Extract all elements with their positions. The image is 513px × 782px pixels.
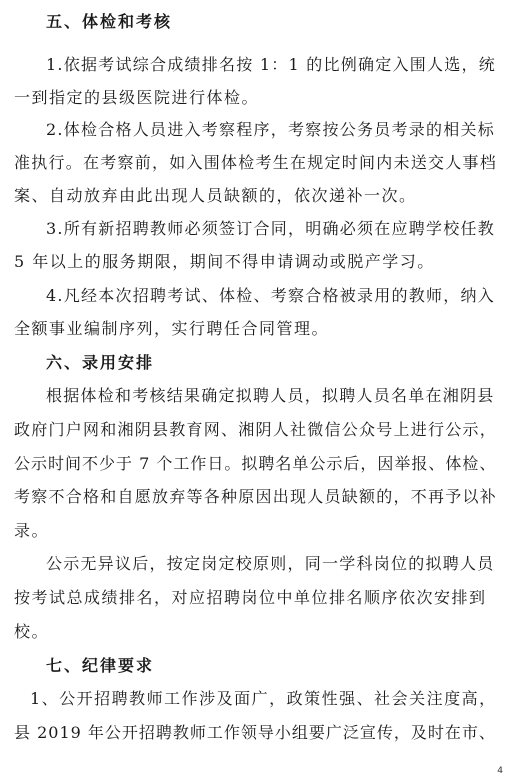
paragraph-line: 一到指定的县级医院进行体检。 — [14, 88, 260, 107]
paragraph-line: 准执行。在考察前，如入围体检考生在规定时间内未送交人事档 — [14, 153, 498, 172]
paragraph-line: 录。 — [14, 521, 50, 540]
page-number: 4 — [497, 766, 503, 776]
paragraph-line: 5 年以上的服务期限，期间不得申请调动或脱产学习。 — [14, 252, 435, 271]
paragraph-line: 1.依据考试综合成绩排名按 1：1 的比例确定入围人选，统 — [46, 55, 497, 74]
paragraph-line: 考察不合格和自愿放弃等各种原因出现人员缺额的，不再予以补 — [14, 487, 498, 506]
paragraph-line: 2.体检合格人员进入考察程序，考察按公务员考录的相关标 — [46, 120, 496, 139]
paragraph-line: 县 2019 年公开招聘教师工作领导小组要广泛宣传，及时在市、 — [14, 723, 496, 742]
paragraph-line: 3.所有新招聘教师必须签订合同，明确必须在应聘学校任教 — [46, 219, 496, 238]
paragraph-line: 校。 — [14, 622, 50, 641]
paragraph-line: 根据体检和考核结果确定拟聘人员，拟聘人员名单在湘阴县 — [46, 386, 495, 405]
section-heading-physical-exam: 五、体检和考核 — [46, 12, 173, 31]
paragraph-line: 案、自动放弃由此出现人员缺额的，依次递补一次。 — [14, 186, 417, 205]
section-heading-employment: 六、录用安排 — [46, 353, 155, 372]
section-heading-discipline: 七、纪律要求 — [46, 656, 155, 675]
paragraph-line: 全额事业编制序列，实行聘任合同管理。 — [14, 319, 330, 338]
paragraph-line: 公示无异议后，按定岗定校原则，同一学科岗位的拟聘人员 — [46, 554, 495, 573]
paragraph-line: 按考试总成绩排名，对应招聘岗位中单位排名顺序依次安排到 — [14, 588, 487, 607]
paragraph-line: 1、公开招聘教师工作涉及面广，政策性强、社会关注度高， — [30, 689, 497, 708]
paragraph-line: 公示时间不少于 7 个工作日。拟聘名单公示后，因举报、体检、 — [14, 454, 497, 473]
paragraph-line: 政府门户网和湘阴县教育网、湘阴人社微信公众号上进行公示， — [14, 420, 498, 439]
paragraph-line: 4.凡经本次招聘考试、体检、考察合格被录用的教师，纳入 — [46, 286, 496, 305]
